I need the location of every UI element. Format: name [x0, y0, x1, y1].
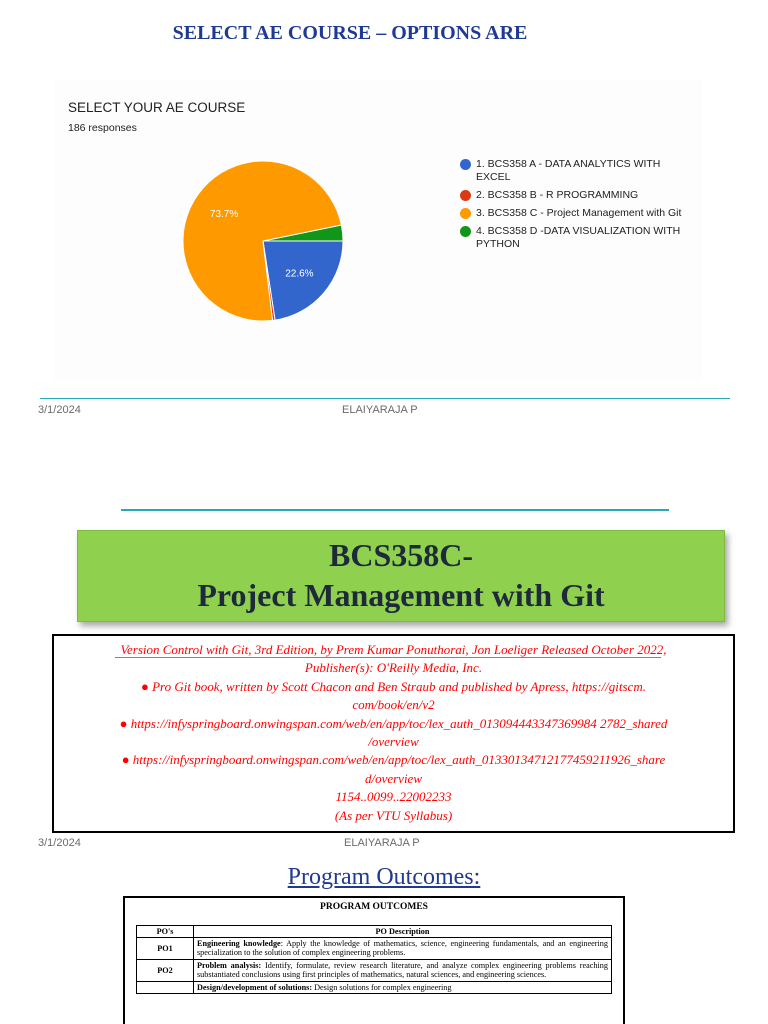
course-name: Project Management with Git — [197, 577, 605, 613]
references-box — [52, 634, 735, 833]
table-header-row — [137, 926, 612, 938]
program-outcomes-table — [136, 925, 612, 994]
po-term: Engineering knowledge — [197, 939, 281, 948]
legend-item — [460, 225, 700, 251]
legend-label: 1. BCS358 A - DATA ANALYTICS WITH EXCEL — [476, 158, 661, 183]
form-question: SELECT YOUR AE COURSE — [68, 100, 246, 115]
reference-underline — [115, 657, 661, 658]
po-description — [194, 959, 612, 981]
po-term: Problem analysis: — [197, 960, 262, 970]
program-outcomes-title: PROGRAM OUTCOMES — [320, 902, 428, 912]
reference-line: ● Pro Git book, written by Scott Chacon and Ben Straub and published by Apress, https://gitscm. — [141, 678, 646, 694]
footer-divider — [40, 398, 730, 399]
legend-label: 3. BCS358 C - Project Management with Git — [476, 207, 682, 219]
po-code: PO2 — [137, 959, 194, 981]
footer-author: ELAIYARAJA P — [344, 837, 420, 849]
pie-chart — [54, 80, 454, 380]
po-code — [137, 981, 194, 993]
po-description — [194, 938, 612, 960]
legend-label: 4. BCS358 D -DATA VISUALIZATION WITH PYTHON — [476, 225, 681, 250]
po-text: Identify, formulate, review research literature, and analyze complex engineering problems reaching substantiated conclusions using first principles of mathematics, natural sciences, and engineering sciences. — [197, 960, 608, 980]
reference-line: d/overview — [364, 770, 423, 786]
slide-divider — [121, 509, 669, 511]
legend-swatch — [460, 190, 471, 201]
pie-data-label: 73.7% — [209, 208, 239, 220]
reference-line: ● https://infyspringboard.onwingspan.com/web/en/app/toc/lex_auth_013094443347369984 2782_shared — [119, 715, 668, 731]
legend-item — [460, 158, 700, 184]
reference-line: Version Control with Git, 3rd Edition, by Prem Kumar Ponuthorai, Jon Loeliger Released October 2022, — [120, 642, 667, 657]
po-term: Design/development of solutions: — [197, 982, 313, 992]
reference-line: (As per VTU Syllabus) — [334, 807, 453, 823]
course-code: BCS358C- — [328, 537, 473, 573]
po-text: : Apply the knowledge of mathematics, science, engineering fundamentals, and an engineering specialization to the solution of complex engineering problems. — [197, 939, 608, 958]
pie-data-label: 22.6% — [285, 268, 314, 280]
response-count: 186 responses — [68, 122, 137, 134]
legend-item — [460, 189, 700, 202]
legend-swatch — [460, 208, 471, 219]
footer-author: ELAIYARAJA P — [342, 404, 418, 416]
slide-title: SELECT AE COURSE – OPTIONS ARE — [172, 22, 528, 44]
table-row — [137, 959, 612, 981]
footer-date: 3/1/2024 — [38, 837, 81, 849]
legend-label: 2. BCS358 B - R PROGRAMMING — [476, 189, 639, 201]
po-code: PO1 — [137, 938, 194, 960]
reference-line: /overview — [368, 734, 419, 750]
po-description — [194, 981, 612, 993]
footer-date: 3/1/2024 — [38, 404, 81, 416]
reference-line: com/book/en/v2 — [352, 697, 435, 713]
reference-line: Publisher(s): O'Reilly Media, Inc. — [304, 660, 483, 676]
pie-slice — [263, 241, 343, 320]
column-header-description: PO Description — [194, 926, 612, 938]
legend-item — [460, 207, 700, 220]
table-row — [137, 981, 612, 993]
legend-swatch — [460, 226, 471, 237]
po-text: Design solutions for complex engineering — [312, 982, 452, 992]
table-row — [137, 938, 612, 960]
legend-swatch — [460, 159, 471, 170]
reference-line: 1154..0099..22002233 — [335, 789, 452, 805]
chart-legend — [460, 158, 700, 256]
program-outcomes-heading: Program Outcomes: — [287, 864, 481, 890]
column-header-code: PO's — [137, 926, 194, 938]
form-summary-card — [54, 80, 702, 380]
reference-line: ● https://infyspringboard.onwingspan.com/web/en/app/toc/lex_auth_01330134712177459211926_share — [121, 752, 666, 768]
course-title-banner — [77, 530, 725, 622]
program-outcomes-box — [123, 896, 625, 1024]
